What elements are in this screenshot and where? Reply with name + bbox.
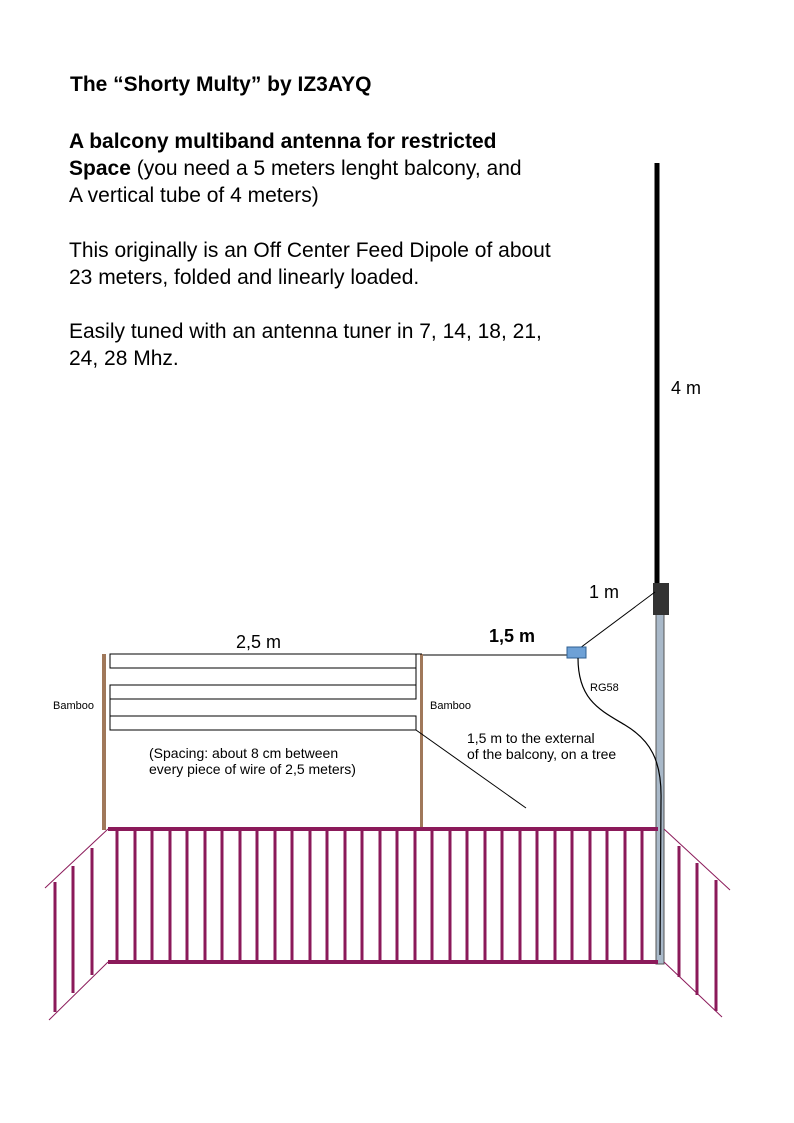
bamboo-pole-left	[102, 654, 106, 830]
balcony-side-left	[45, 829, 108, 1020]
spacing-note-line1: (Spacing: about 8 cm between	[149, 745, 339, 761]
spacing-note	[149, 745, 356, 777]
description-line1: This originally is an Off Center Feed Dipole of about	[69, 239, 551, 262]
tree-note	[467, 730, 616, 762]
intro-line3: A vertical tube of 4 meters)	[69, 184, 319, 207]
label-vertical-length: 4 m	[671, 378, 702, 398]
label-bamboo-left: Bamboo	[53, 700, 94, 712]
label-bamboo-right: Bamboo	[430, 700, 471, 712]
balun-box	[567, 647, 586, 658]
tuning-line1: Easily tuned with an antenna tuner in 7, 14, 18, 21,	[69, 320, 542, 343]
intro-line2-bold: Space	[69, 157, 131, 180]
mast-clamp	[653, 583, 669, 615]
tree-note-line2: of the balcony, on a tree	[467, 746, 617, 762]
label-coax: RG58	[590, 682, 619, 694]
label-slant-length: 1 m	[589, 582, 620, 602]
tuning-line2: 24, 28 Mhz.	[69, 347, 179, 370]
description-line2: 23 meters, folded and linearly loaded.	[69, 266, 420, 289]
label-wire-length: 2,5 m	[236, 632, 282, 652]
balcony-side-right	[664, 829, 730, 1017]
label-feed-length: 1,5 m	[489, 626, 536, 646]
spacing-note-line2: every piece of wire of 2,5 meters)	[149, 761, 356, 777]
tree-note-line1: 1,5 m to the external	[467, 730, 595, 746]
folded-wire	[110, 654, 416, 668]
bamboo-pole-right	[420, 654, 423, 830]
folded-wire	[110, 716, 416, 730]
page-title: The “Shorty Multy” by IZ3AYQ	[70, 73, 372, 96]
intro-line2-rest: (you need a 5 meters lenght balcony, and	[130, 157, 522, 180]
intro-line1: A balcony multiband antenna for restricted	[69, 130, 497, 153]
folded-wire	[110, 685, 416, 699]
balcony-railing	[108, 829, 658, 962]
